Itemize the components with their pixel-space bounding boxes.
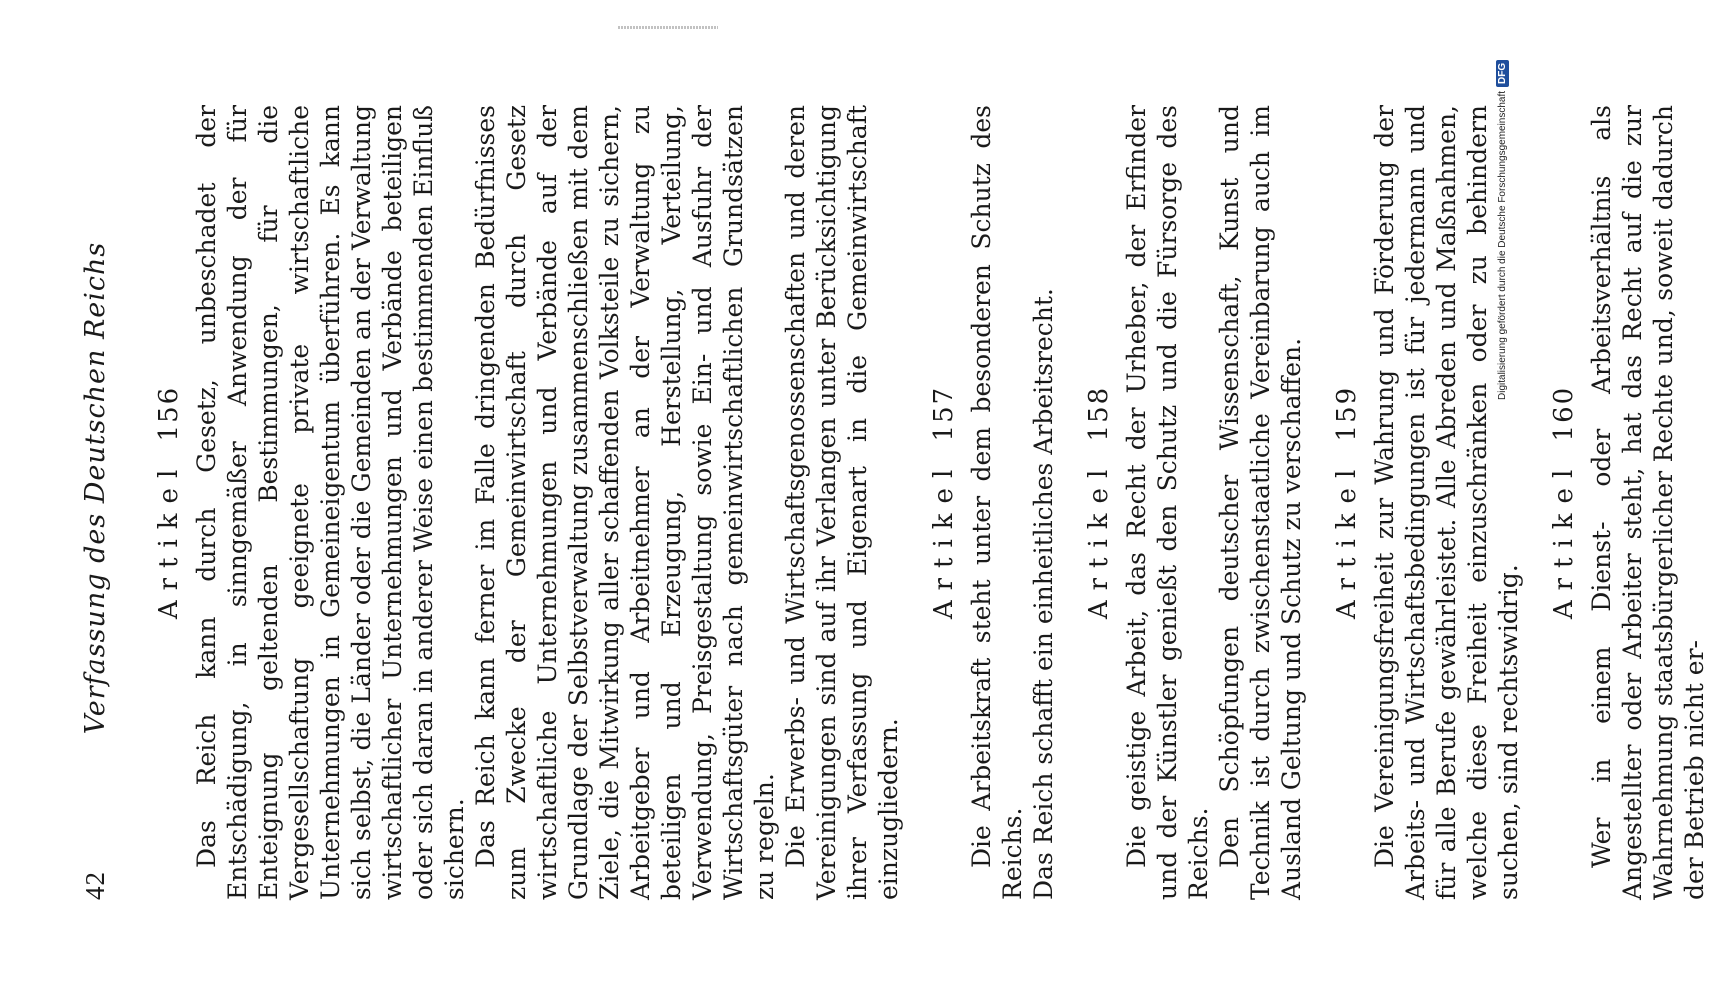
article-paragraph: Die Arbeitskraft steht unter dem besonderen Schutz des Reichs.	[967, 105, 1027, 900]
article-word: Artikel	[929, 459, 959, 620]
article-paragraph: Die geistige Arbeit, das Recht der Urheber, der Erfinder und der Künstler genießt den Schutz und die Fürsorge des Reichs.	[1122, 105, 1213, 900]
article-heading	[1329, 105, 1365, 900]
article-word: Artikel	[154, 459, 184, 620]
article-paragraph: Das Reich schafft ein einheitliches Arbeitsrecht.	[1029, 288, 1058, 900]
article-number: 160	[1549, 385, 1579, 442]
page-number: 42	[79, 871, 110, 900]
running-title: Verfassung des Deutschen Reichs	[79, 241, 111, 735]
dfg-logo: DFG	[1496, 60, 1509, 87]
article-paragraph: Den Schöpfungen deutscher Wissenschaft, Kunst und Technik ist durch zwischenstaatliche Vereinbarung auch im Ausland Geltung und Schutz zu verschaffen.	[1215, 105, 1306, 900]
dfg-credit-text: Digitalisierung gefördert durch die Deutsche Forschungsgemeinschaft	[1496, 90, 1508, 400]
article-paragraph: Das Reich kann durch Gesetz, unbeschadet der Entschädigung, in sinngemäßer Anwendung der für Enteignung geltenden Bestimmungen, für die Vergesellschaftung geeignete private wirtschaftliche Unternehmungen in Gemeineigentum überführen. Es kann sich selbst, die Länder oder die Gemeinden an der Verwaltung wirtschaftlicher Unternehmungen und Verbände beteiligen oder sich daran in anderer Weise einen bestimmenden Einfluß sichern.	[192, 105, 469, 900]
article-word: Artikel	[1084, 459, 1114, 620]
article-paragraph: Wer in einem Dienst- oder Arbeitsverhältnis als Angestellter oder Arbeiter steht, hat das Recht auf die zur Wahrnehmung staatsbürgerlicher Rechte und, soweit dadurch der Betrieb nicht er-	[1587, 105, 1709, 900]
article-number: 157	[929, 385, 959, 442]
article-number: 158	[1084, 385, 1114, 442]
dfg-credit	[1490, 8, 1514, 400]
running-head	[75, 105, 115, 900]
article-word: Artikel	[1549, 459, 1579, 620]
article-heading	[926, 105, 962, 900]
article-paragraph: Die Vereinigungsfreiheit zur Wahrung und Förderung der Arbeits- und Wirtschaftsbedingungen ist für jedermann und für alle Berufe gewährleistet. Alle Abreden und Maßnahmen, welche diese Freiheit einzuschränken oder zu behindern suchen, sind rechtswidrig.	[1370, 105, 1523, 900]
article-heading	[1081, 105, 1117, 900]
article-word: Artikel	[1332, 459, 1362, 620]
article-paragraph: Die Erwerbs- und Wirtschaftsgenossenschaften und deren Vereinigungen sind auf ihr Verlangen unter Berücksichtigung ihrer Verfassung und Eigenart in die Gemeinwirtschaft einzugliedern.	[781, 105, 903, 900]
article-paragraph: Das Reich kann ferner im Falle dringenden Bedürfnisses zum Zwecke der Gemeinwirtschaft durch Gesetz wirtschaftliche Unternehmungen und Verbände auf der Grundlage der Selbstverwaltung zusammenschließen mit dem Ziele, die Mitwirkung aller schaffenden Volksteile zu sichern, Arbeitgeber und Arbeitnehmer an der Verwaltung zu beteiligen und Erzeugung, Herstellung, Verteilung, Verwendung, Preisgestaltung sowie Ein- und Ausfuhr der Wirtschaftsgüter nach gemeinwirtschaftlichen Grundsätzen zu regeln.	[471, 105, 779, 900]
article-number: 159	[1332, 385, 1362, 442]
article-number: 156	[154, 385, 184, 442]
article-heading	[1546, 105, 1582, 900]
article-heading	[151, 105, 187, 900]
